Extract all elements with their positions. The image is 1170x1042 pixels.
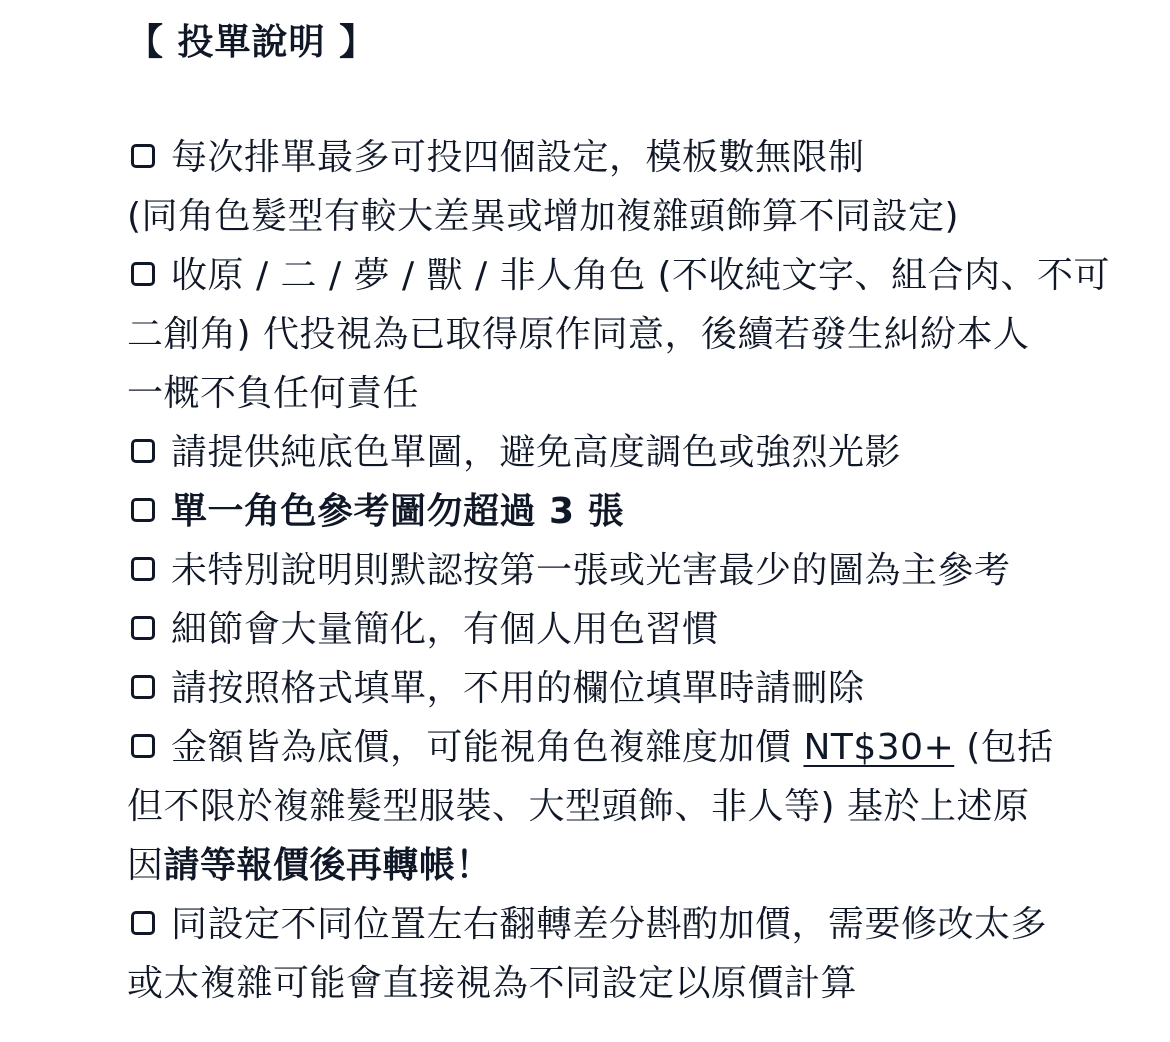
rule-line-emphasis [127, 482, 1127, 541]
rule-text: (同角色髮型有較大差異或增加複雜頭飾算不同設定) [127, 196, 960, 237]
checkbox-icon [131, 439, 155, 463]
rule-line [127, 187, 1127, 246]
price-link[interactable]: NT$30+ [803, 727, 955, 768]
rule-line [127, 777, 1127, 836]
rule-text: 細節會大量簡化，有個人用色習慣 [171, 609, 719, 650]
rule-text: (包括 [954, 727, 1054, 768]
rule-line [127, 836, 1127, 895]
rule-line [127, 423, 1127, 482]
document [127, 14, 1127, 1013]
rule-text-emphasis: 請等報價後再轉帳！ [163, 845, 493, 886]
checkbox-icon [131, 557, 155, 581]
checkbox-icon [131, 498, 155, 522]
checkbox-icon [131, 144, 155, 168]
rule-text: 因 [127, 845, 164, 886]
rule-line [127, 659, 1127, 718]
rule-line [127, 128, 1127, 187]
rule-text: 一概不負任何責任 [127, 373, 420, 414]
rule-line [127, 305, 1127, 364]
rule-text: 金額皆為底價，可能視角色複雜度加價 [171, 727, 804, 768]
rule-line [127, 895, 1127, 954]
rule-text: 同設定不同位置左右翻轉差分斟酌加價，需要修改太多 [171, 904, 1048, 945]
page-title: 【 投單說明 】 [127, 22, 377, 63]
rule-text: 請提供純底色單圖，避免高度調色或強烈光影 [171, 432, 902, 473]
rule-text: 二創角) 代投視為已取得原作同意，後續若發生糾紛本人 [127, 314, 1030, 355]
rule-line [127, 600, 1127, 659]
rule-line [127, 364, 1127, 423]
rule-text: 收原 / 二 / 夢 / 獸 / 非人角色 (不收純文字、組合肉、不可 [171, 255, 1111, 296]
rule-line [127, 718, 1127, 777]
rule-text: 單一角色參考圖勿超過 3 張 [171, 491, 625, 532]
rule-text: 未特別說明則默認按第一張或光害最少的圖為主參考 [171, 550, 1011, 591]
checkbox-icon [131, 616, 155, 640]
checkbox-icon [131, 734, 155, 758]
checkbox-icon [131, 675, 155, 699]
rule-line [127, 954, 1127, 1013]
rule-line [127, 541, 1127, 600]
rule-line [127, 246, 1127, 305]
rule-text: 或太複雜可能會直接視為不同設定以原價計算 [127, 963, 858, 1004]
checkbox-icon [131, 911, 155, 935]
rule-text: 每次排單最多可投四個設定，模板數無限制 [171, 137, 865, 178]
rule-text: 請按照格式填單，不用的欄位填單時請刪除 [171, 668, 865, 709]
checkbox-icon [131, 262, 155, 286]
rule-text: 但不限於複雜髮型服裝、大型頭飾、非人等) 基於上述原 [127, 786, 1030, 827]
